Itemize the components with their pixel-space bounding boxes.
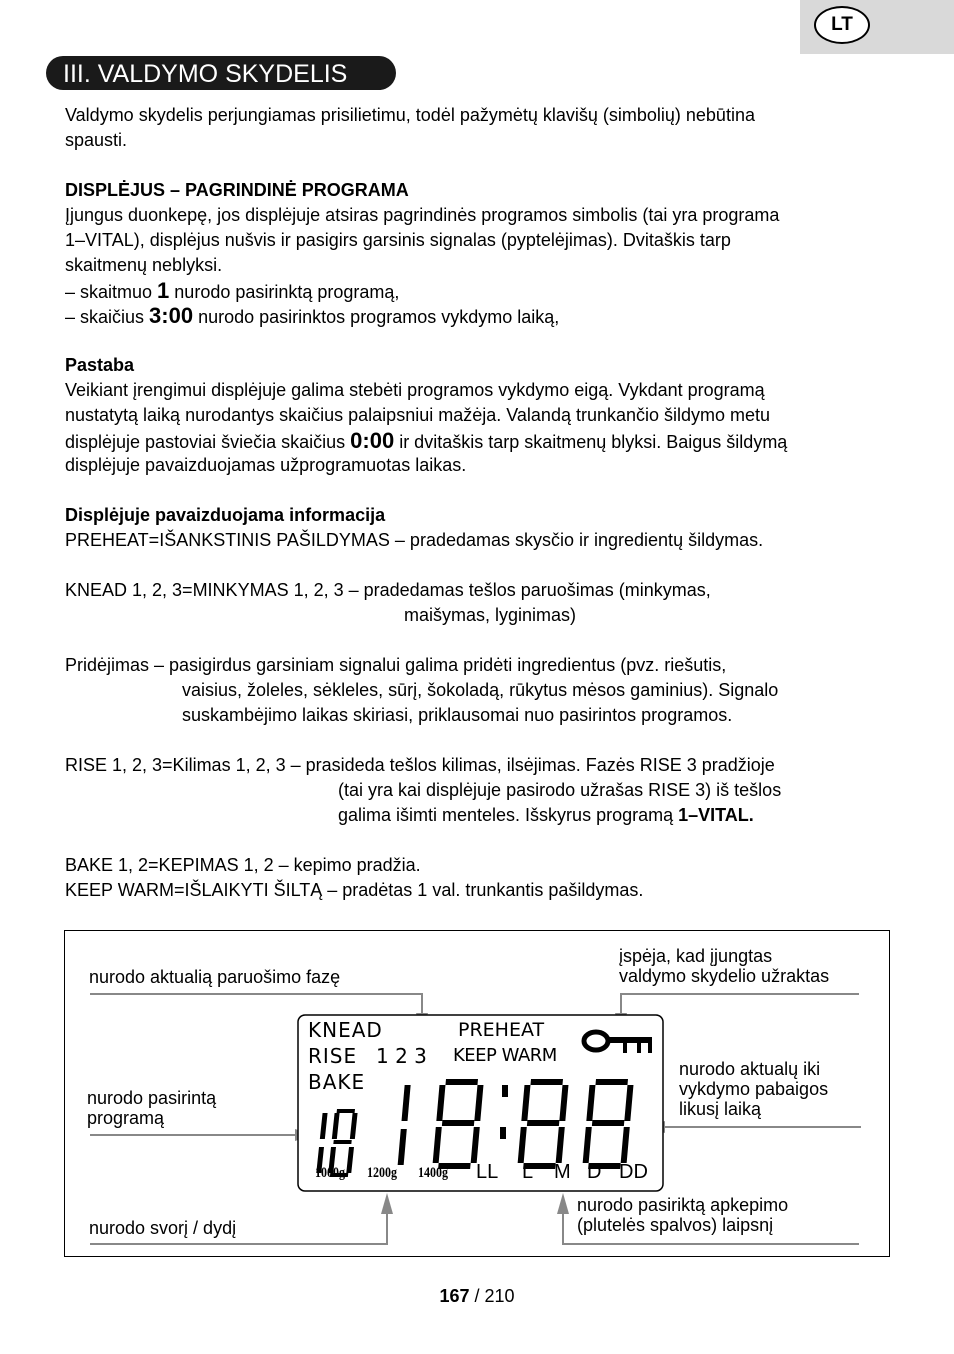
lcd-crust-ll: LL — [476, 1161, 499, 1183]
time-line — [65, 303, 559, 330]
weight-arrow — [381, 1193, 393, 1214]
display-line-3: skaitmenų neblyksi. — [65, 255, 223, 275]
lcd-keep-warm: KEEP WARM — [453, 1045, 557, 1066]
digit-line — [65, 278, 399, 305]
lcd-crust-d: D — [587, 1161, 602, 1183]
digit-line-post: nurodo pasirinktą programą, — [169, 282, 400, 302]
label-program-2: programą — [87, 1108, 165, 1128]
rise-text-2: (tai yra kai displėjuje pasirodo užrašas RISE 3) iš tešlos — [338, 780, 782, 800]
keep-warm-text: KEEP WARM=IŠLAIKYTI ŠILTĄ – pradėtas 1 val. trunkantis pašildymas. — [65, 880, 644, 900]
label-crust-2: (plutelės spalvos) laipsnį — [577, 1215, 774, 1235]
display-line-2: 1–VITAL), displėjus nušvis ir pasigirs garsinis signalas (pyptelėjimas). Dvitaškis tarp — [65, 230, 731, 250]
lcd-weight-1000: 1000g — [315, 1165, 345, 1181]
lcd-crust-l: L — [522, 1161, 534, 1183]
total-pages: / 210 — [469, 1286, 515, 1306]
lcd-crust-dd: DD — [619, 1161, 648, 1183]
current-page: 167 — [439, 1286, 470, 1306]
label-program-1: nurodo pasirintą — [87, 1088, 217, 1108]
digit-line-pre: – skaitmuo — [65, 282, 158, 302]
intro-line-1: Valdymo skydelis perjungiamas prisilietimu, todėl pažymėtų klavišų (simbolių) nebūtina — [65, 105, 755, 125]
lcd-rise-numbers: 1 2 3 — [376, 1044, 427, 1068]
digit-value: 1 — [157, 278, 170, 303]
label-phase: nurodo aktualią paruošimo fazę — [89, 967, 341, 987]
crust-arrow — [557, 1193, 569, 1214]
label-time-2: vykdymo pabaigos — [679, 1079, 829, 1099]
display-heading: DISPLĖJUS – PAGRINDINĖ PROGRAMA — [65, 180, 409, 200]
page-number — [0, 1286, 954, 1307]
language-badge: LT — [814, 6, 870, 44]
note-line-1: Veikiant įrengimui displėjuje galima stebėti programos vykdymo eigą. Vykdant programą — [65, 380, 765, 400]
note-heading: Pastaba — [65, 355, 135, 375]
lcd-bake: BAKE — [308, 1070, 366, 1094]
lcd-weight-1200: 1200g — [367, 1165, 397, 1181]
add-text-1: Pridėjimas – pasigirdus garsiniam signalui galima pridėti ingredientus (pvz. riešutis, — [65, 655, 727, 675]
rise-text-1: RISE 1, 2, 3=Kilimas 1, 2, 3 – prasideda tešlos kilimas, ilsėjimas. Fazės RISE 3 pradžioje — [65, 755, 775, 775]
bake-text: BAKE 1, 2=KEPIMAS 1, 2 – kepimo pradžia. — [65, 855, 421, 875]
rise-text-3 — [338, 803, 754, 828]
time-line-post: nurodo pasirinktos programos vykdymo laiką, — [193, 307, 560, 327]
label-time-3: likusį laiką — [679, 1099, 762, 1119]
note-line-2: nustatytą laiką nurodantys skaičius palaipsniui mažėja. Valandą trunkančio šildymo metu — [65, 405, 771, 425]
note-line-4: displėjuje pavaizduojamas užprogramuotas laikas. — [65, 455, 467, 475]
lcd-rise: RISE — [308, 1044, 358, 1068]
note-line-3 — [65, 428, 787, 455]
lcd-crust-m: M — [554, 1161, 571, 1183]
info-heading: Displėjuje pavaizduojama informacija — [65, 505, 386, 525]
vital-program-name: 1–VITAL. — [678, 805, 754, 825]
note-line-3-post: ir dvitaškis tarp skaitmenų blyksi. Baigus šildymą — [394, 432, 788, 452]
rise-text-3-pre: galima išimti menteles. Išskyrus programą — [338, 805, 679, 825]
preheat-text: PREHEAT=IŠANKSTINIS PAŠILDYMAS – pradedamas skysčio ir ingredientų šildymas. — [65, 530, 764, 550]
label-lock-2: valdymo skydelio užraktas — [619, 966, 830, 986]
add-text-2: vaisius, žoleles, sėkleles, sūrį, šokoladą, rūkytus mėsos gaminius). Signalo — [182, 680, 779, 700]
lcd-weight-1400: 1400g — [418, 1165, 448, 1181]
add-text-3: suskambėjimo laikas skiriasi, priklausomai nuo pasirintos programos. — [182, 705, 733, 725]
label-time-1: nurodo aktualų iki — [679, 1059, 821, 1079]
display-line-1: Įjungus duonkepę, jos displėjuje atsiras pagrindinės programos simbolis (tai yra programa — [65, 205, 780, 225]
lcd-preheat: PREHEAT — [458, 1019, 545, 1041]
label-lock-1: įspėja, kad įjungtas — [619, 946, 773, 966]
zero-time-value: 0:00 — [350, 428, 395, 453]
note-line-3-pre: displėjuje pastoviai šviečia skaičius — [65, 432, 351, 452]
time-line-pre: – skaičius — [65, 307, 150, 327]
section-title: III. VALDYMO SKYDELIS — [46, 56, 396, 90]
label-weight: nurodo svorį / dydį — [89, 1218, 237, 1238]
knead-text-1: KNEAD 1, 2, 3=MINKYMAS 1, 2, 3 – pradedamas tešlos paruošimas (minkymas, — [65, 580, 711, 600]
intro-line-2: spausti. — [65, 130, 128, 150]
lcd-knead: KNEAD — [308, 1018, 383, 1042]
label-crust-1: nurodo pasiriktą apkepimo — [577, 1195, 789, 1215]
knead-text-2: maišymas, lyginimas) — [404, 605, 577, 625]
display-diagram — [64, 930, 890, 1257]
time-value: 3:00 — [149, 303, 194, 328]
